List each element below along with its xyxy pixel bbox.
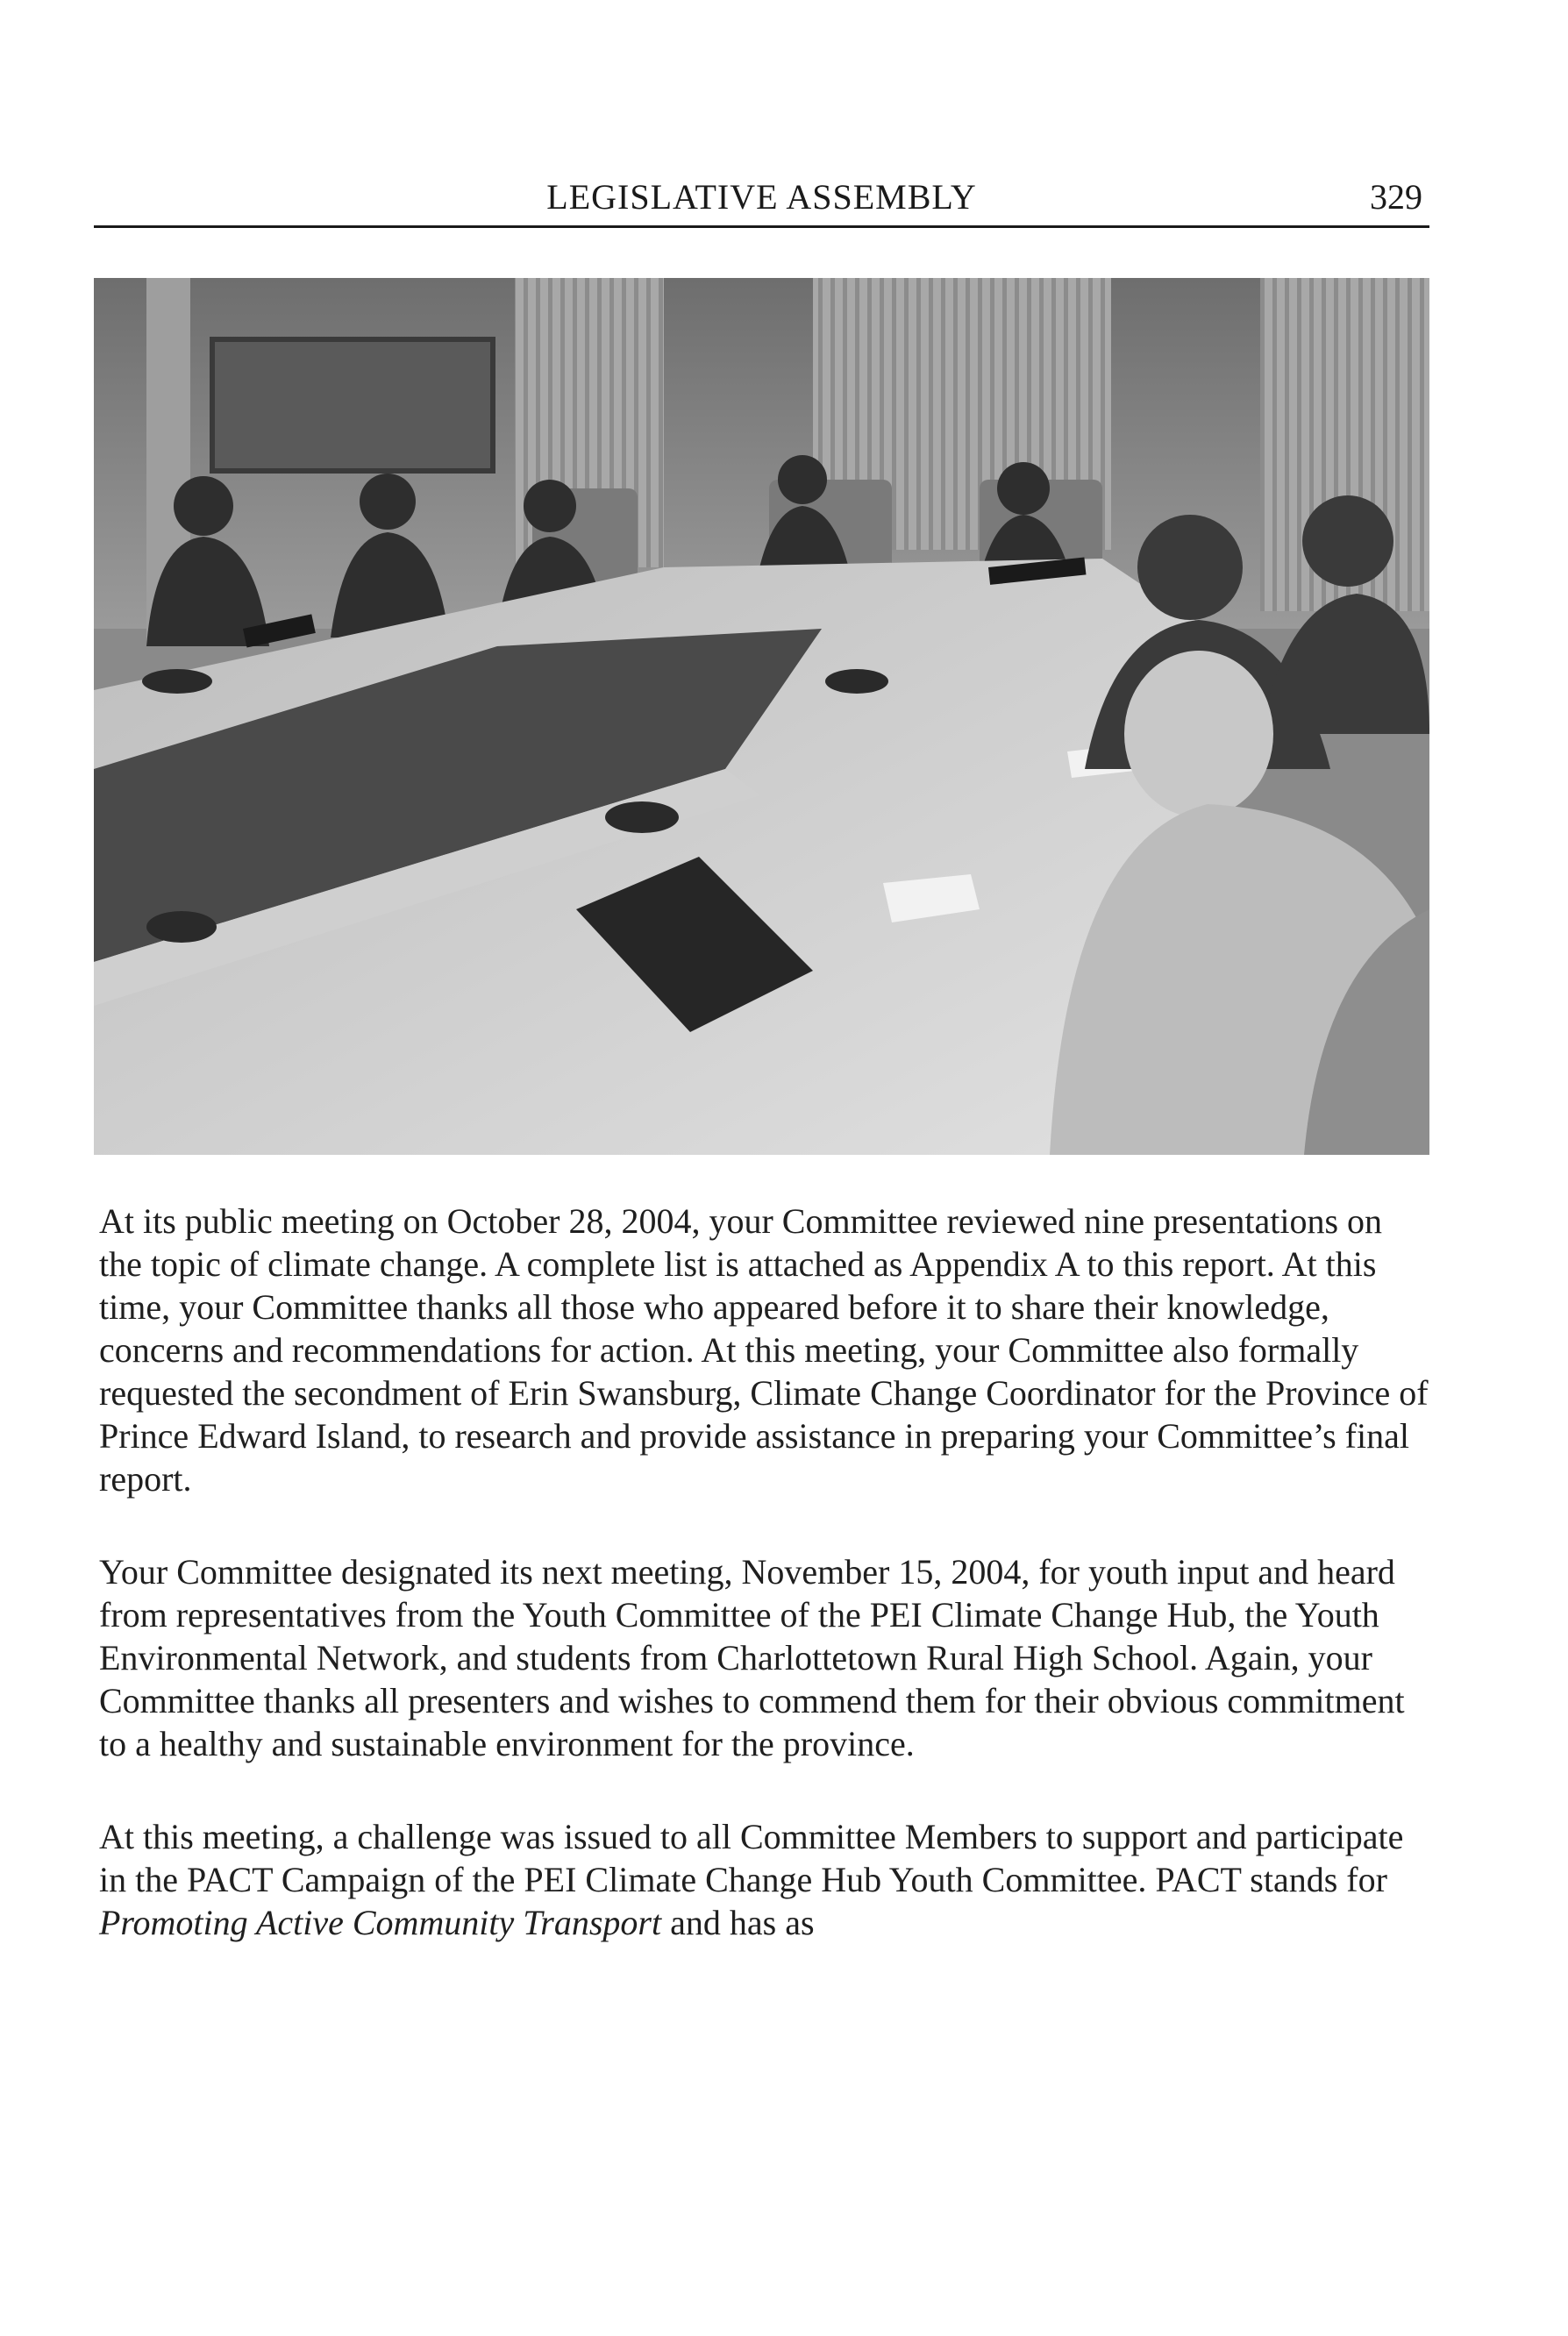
photo-illustration bbox=[94, 278, 1429, 1155]
running-header bbox=[94, 175, 1429, 228]
paragraph-2: Your Committee designated its next meeting, November 15, 2004, for youth input and heard from representatives from the Youth Committee of the PEI Climate Change Hub, the Youth Environmental Network, and students from Charlottetown Rural High School. Again, your Committee thanks all presenters and wishes to commend them for their obvious commitment to a healthy and sustainable environment for the province. bbox=[99, 1552, 1405, 1763]
page-number: 329 bbox=[1370, 177, 1422, 217]
header-rule bbox=[94, 225, 1429, 228]
paragraph-3 bbox=[99, 1815, 1432, 1944]
paragraph-3-start: At this meeting, a challenge was issued to all Committee Members to support and participate in the PACT Campaign of the PEI Climate Change Hub Youth Committee. PACT stands for bbox=[99, 1817, 1404, 1899]
paragraph-3-end: and has as bbox=[661, 1903, 815, 1942]
committee-meeting-photo bbox=[94, 278, 1429, 1155]
pact-expansion: Promoting Active Community Transport bbox=[99, 1903, 662, 1942]
body-text bbox=[99, 1200, 1432, 1994]
header-title: LEGISLATIVE ASSEMBLY bbox=[546, 177, 977, 217]
paragraph-1: At its public meeting on October 28, 2004, your Committee reviewed nine presentations on the topic of climate change. A complete list is attached as Appendix A to this report. At this time, your Committee thanks all those who appeared before it to share their knowledge, concerns and recommendations for action. At this meeting, your Committee also formally requested the secondment of Erin Swansburg, Climate Change Coordinator for the Province of Prince Edward Island, to research and provide assistance in preparing your Committee’s final report. bbox=[99, 1201, 1429, 1499]
